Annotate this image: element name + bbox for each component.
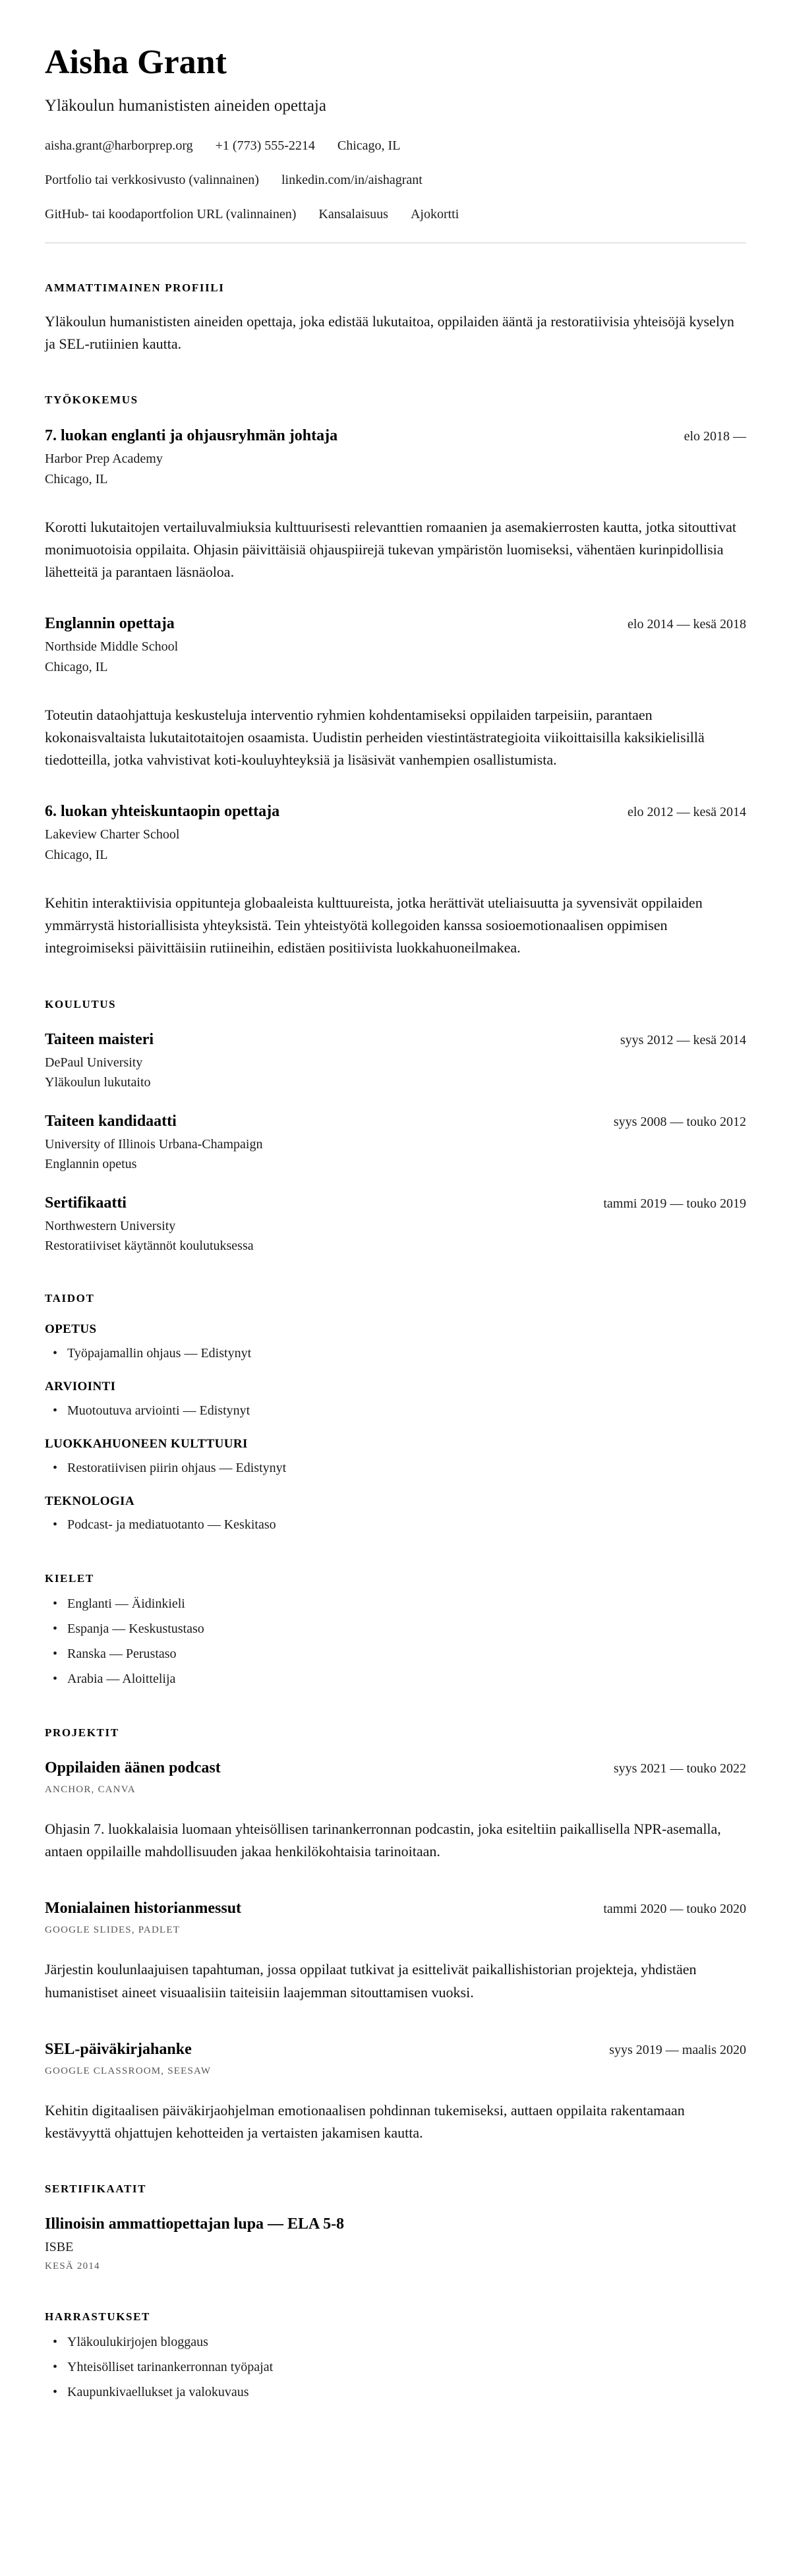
skill-group-label: TEKNOLOGIA <box>45 1494 134 1508</box>
driving-license-text: Ajokortti <box>410 206 459 221</box>
project-entry-head <box>45 1898 746 1918</box>
hobby-item: • Kaupunkivaellukset ja valokuvaus <box>53 2384 746 2401</box>
skill-list <box>45 1516 746 1534</box>
project-tools: GOOGLE SLIDES, PADLET <box>45 1925 181 1936</box>
skill-group-label: ARVIOINTI <box>45 1380 116 1394</box>
work-entry-head <box>45 802 746 821</box>
language-item: • Ranska — Perustaso <box>53 1645 746 1663</box>
work-entry-head <box>45 426 746 446</box>
portfolio-text: Portfolio tai verkkosivusto (valinnainen) <box>45 172 259 187</box>
work-location: Chicago, IL <box>45 848 108 863</box>
education-entry <box>45 1111 746 1172</box>
contact-row-primary <box>45 137 746 154</box>
education-section-heading: KOULUTUS <box>45 997 117 1010</box>
work-dates: elo 2018 — <box>684 428 746 444</box>
education-entry-head <box>45 1030 746 1049</box>
work-dates: elo 2012 — kesä 2014 <box>628 805 746 820</box>
work-company: Northside Middle School <box>45 639 179 654</box>
education-school: Northwestern University <box>45 1218 176 1233</box>
certification-name: Illinoisin ammattiopettajan lupa — ELA 5-8 <box>45 2215 345 2233</box>
languages-section-heading: KIELET <box>45 1572 94 1585</box>
work-title: 7. luokan englanti ja ohjausryhmän johtaja <box>45 426 338 444</box>
phone-text: +1 (773) 555-2214 <box>215 138 315 153</box>
profile-text: Yläkoulun humanististen aineiden opettaja, joka edistää lukutaitoa, oppilaiden ääntä ja restoratiivisia yhteisöjä kyselyn ja SEL-rutiinien kautta. <box>45 313 734 353</box>
language-item: • Arabia — Aloittelija <box>53 1670 746 1688</box>
section-languages <box>45 1572 746 1687</box>
project-entry <box>45 1898 746 2003</box>
candidate-name: Aisha Grant <box>45 44 227 81</box>
section-work-experience <box>45 394 746 959</box>
language-list <box>45 1595 746 1688</box>
project-dates: syys 2021 — touko 2022 <box>613 1761 746 1776</box>
citizenship-text: Kansalaisuus <box>318 206 388 221</box>
work-dates: elo 2014 — kesä 2018 <box>628 616 746 631</box>
education-entry-head <box>45 1111 746 1131</box>
project-description: Kehitin digitaalisen päiväkirjaohjelman emotionaalisen pohdinnan tukemiseksi, auttaen oppilaita rakentamaan kestävyyttä ohjattujen kehotteiden ja vertaisten jakamisen kautta. <box>45 2101 685 2141</box>
section-skills <box>45 1292 746 1535</box>
work-location: Chicago, IL <box>45 471 108 486</box>
skill-group <box>45 1494 746 1535</box>
work-section-heading: TYÖKOKEMUS <box>45 394 138 407</box>
certifications-section-heading: SERTIFIKAATIT <box>45 2182 147 2195</box>
section-projects <box>45 1726 746 2144</box>
hobbies-section-heading: HARRASTUKSET <box>45 2310 150 2324</box>
education-dates: syys 2012 — kesä 2014 <box>620 1032 746 1047</box>
contact-row-links <box>45 171 746 189</box>
education-degree: Taiteen kandidaatti <box>45 1112 177 1130</box>
project-dates: syys 2019 — maalis 2020 <box>609 2042 746 2057</box>
skill-group <box>45 1437 746 1477</box>
skill-group <box>45 1322 746 1362</box>
project-name: SEL-päiväkirjahanke <box>45 2040 192 2058</box>
section-profile <box>45 281 746 356</box>
skill-item: • Työpajamallin ohjaus — Edistynyt <box>53 1345 746 1362</box>
work-entry <box>45 426 746 583</box>
project-tools: GOOGLE CLASSROOM, SEESAW <box>45 2065 212 2076</box>
education-school: University of Illinois Urbana-Champaign <box>45 1136 263 1152</box>
github-text: GitHub- tai koodaportfolion URL (valinnainen) <box>45 206 297 221</box>
skill-list <box>45 1459 746 1477</box>
candidate-title: Yläkoulun humanististen aineiden opettaja <box>45 97 326 115</box>
work-description: Kehitin interaktiivisia oppitunteja globaaleista kulttuureista, jotka herättivät uteliaisuutta ja syvensivät oppilaiden ymmärrystä historiallisista yhteyksistä. Tein yhteistyötä kollegoiden kanssa sosioemotionaalisen oppimisen integroimiseksi päivittäisiin rutiineihin, edistäen positiivista luokkahuoneilmakea. <box>45 894 703 956</box>
resume-header <box>45 44 746 223</box>
certification-issuer: ISBE <box>45 2240 74 2255</box>
certification-date: KESÄ 2014 <box>45 2261 100 2272</box>
skills-section-heading: TAIDOT <box>45 1291 95 1304</box>
skill-group-label: OPETUS <box>45 1322 97 1337</box>
work-location: Chicago, IL <box>45 659 108 674</box>
skill-list <box>45 1402 746 1420</box>
language-item: • Englanti — Äidinkieli <box>53 1595 746 1613</box>
work-title: Englannin opettaja <box>45 614 175 632</box>
project-entry-head <box>45 1758 746 1778</box>
education-field: Yläkoulun lukutaito <box>45 1074 151 1090</box>
project-entry <box>45 2039 746 2144</box>
certification-entry <box>45 2214 746 2272</box>
project-description: Järjestin koulunlaajuisen tapahtuman, jossa oppilaat tutkivat ja esittelivät paikallishistorian projekteja, yhdistäen humanistiset aineet visuaalisiin taiteisiin laajemman sitouttamisen vuoksi. <box>45 1961 697 2001</box>
project-name: Oppilaiden äänen podcast <box>45 1759 221 1777</box>
section-education <box>45 998 746 1254</box>
skill-group <box>45 1380 746 1420</box>
project-entry <box>45 1758 746 1863</box>
contact-row-extra <box>45 206 746 223</box>
skill-item: • Restoratiivisen piirin ohjaus — Edistynyt <box>53 1459 746 1477</box>
education-entry <box>45 1030 746 1090</box>
education-dates: tammi 2019 — touko 2019 <box>603 1196 746 1211</box>
education-school: DePaul University <box>45 1055 143 1070</box>
section-hobbies <box>45 2310 746 2401</box>
education-field: Englannin opetus <box>45 1156 137 1171</box>
project-entry-head <box>45 2039 746 2059</box>
work-entry-head <box>45 614 746 633</box>
education-dates: syys 2008 — touko 2012 <box>613 1114 746 1129</box>
project-name: Monialainen historianmessut <box>45 1900 242 1917</box>
education-degree: Taiteen maisteri <box>45 1030 154 1048</box>
language-item: • Espanja — Keskustustaso <box>53 1620 746 1638</box>
project-tools: ANCHOR, CANVA <box>45 1784 136 1796</box>
work-title: 6. luokan yhteiskuntaopin opettaja <box>45 803 280 821</box>
skill-item: • Podcast- ja mediatuotanto — Keskitaso <box>53 1516 746 1534</box>
work-company: Lakeview Charter School <box>45 827 180 842</box>
hobby-item: • Yhteisölliset tarinankerronnan työpajat <box>53 2358 746 2376</box>
education-field: Restoratiiviset käytännöt koulutuksessa <box>45 1238 254 1253</box>
location-text: Chicago, IL <box>337 138 401 153</box>
hobby-list <box>45 2333 746 2401</box>
education-entry <box>45 1193 746 1254</box>
linkedin-text: linkedin.com/in/aishagrant <box>281 172 423 187</box>
hobby-item: • Yläkoulukirjojen bloggaus <box>53 2333 746 2351</box>
education-entry-head <box>45 1193 746 1213</box>
work-description: Toteutin dataohjattuja keskusteluja interventio ryhmien kohdentamiseksi oppilaiden tarpeisiin, parantaen kokonaisvaltaista lukutaitotaitojen osaamista. Uudistin perheiden viestintästrategioita viikoittaisilla kaksikielisillä tiedotteilla, jotka vahvistivat koti-kouluyhteyksiä ja lisäsivät vanhempien osallistumista. <box>45 706 705 769</box>
section-certifications <box>45 2182 746 2272</box>
work-entry <box>45 802 746 959</box>
project-dates: tammi 2020 — touko 2020 <box>603 1902 746 1917</box>
skill-item: • Muotoutuva arviointi — Edistynyt <box>53 1402 746 1420</box>
profile-section-heading: AMMATTIMAINEN PROFIILI <box>45 281 225 294</box>
email-text: aisha.grant@harborprep.org <box>45 138 193 153</box>
skill-group-label: LUOKKAHUONEEN KULTTUURI <box>45 1436 248 1451</box>
education-degree: Sertifikaatti <box>45 1194 127 1212</box>
work-company: Harbor Prep Academy <box>45 451 163 466</box>
projects-section-heading: PROJEKTIT <box>45 1726 119 1739</box>
work-entry <box>45 614 746 771</box>
project-description: Ohjasin 7. luokkalaisia luomaan yhteisöllisen tarinankerronnan podcastin, joka esiteltiin paikallisella NPR-asemalla, antaen oppilaille mahdollisuuden jakaa henkilökohtaisia tarinoitaan. <box>45 1821 721 1860</box>
skill-list <box>45 1345 746 1362</box>
work-description: Korotti lukutaitojen vertailuvalmiuksia kulttuurisesti relevanttien romaanien ja asemakierrosten kautta, jotka sitouttivat monimuotoisia oppilaita. Ohjasin päivittäisiä ohjauspiirejä tukevan ympäristön luomiseksi, vähentäen kurinpidollisia lähetteitä ja parantaen läsnäoloa. <box>45 518 736 580</box>
